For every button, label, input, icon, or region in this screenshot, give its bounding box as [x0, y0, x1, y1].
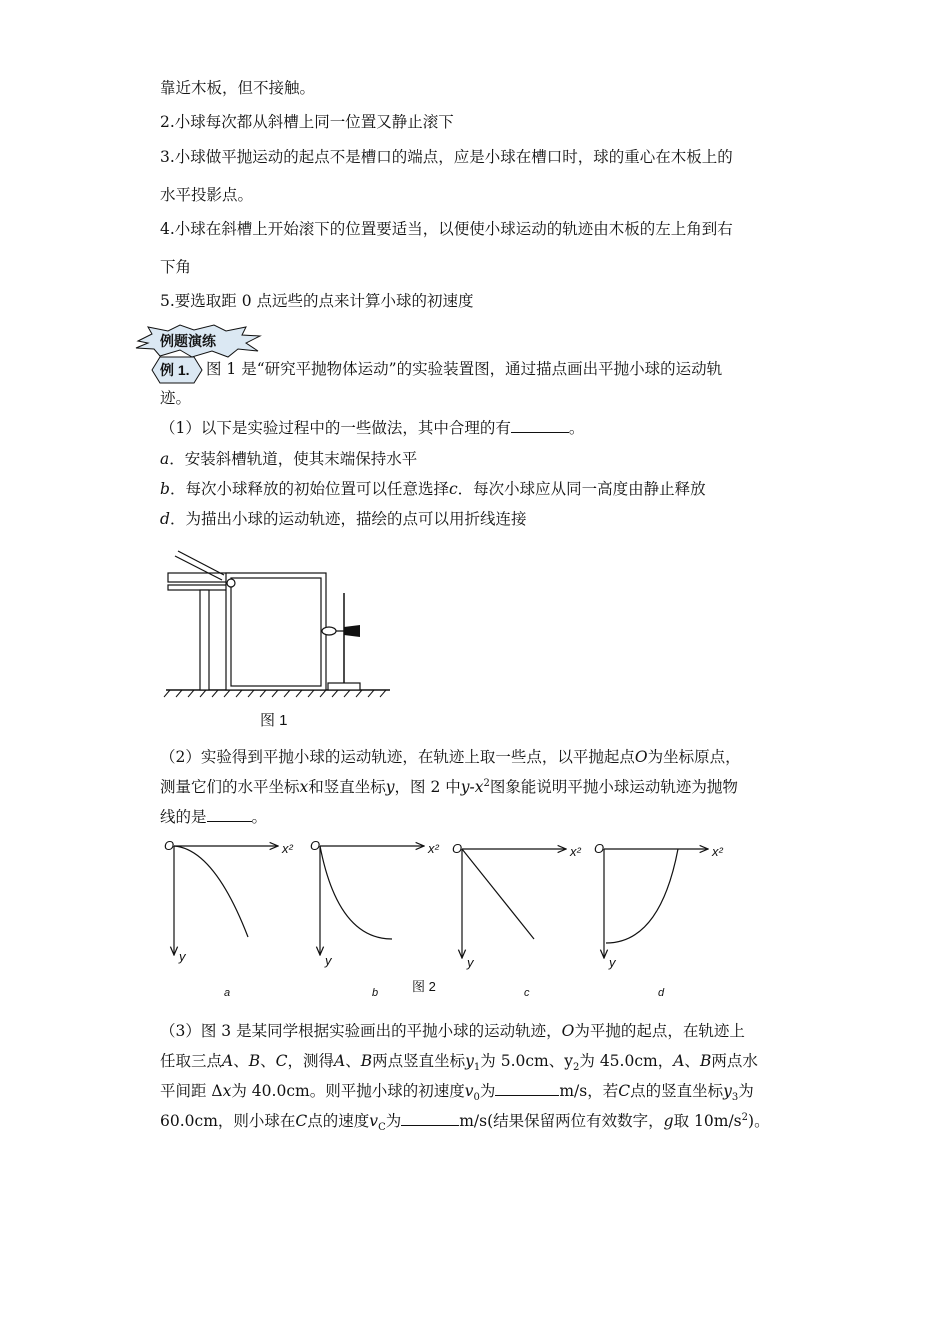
q2-x: x [299, 778, 309, 796]
option-c-letter: c [448, 480, 458, 498]
q3-sub2: 2 [573, 1062, 580, 1074]
q3-v0-blank [495, 1081, 559, 1096]
q3-l4-d: m/s(结果保留两位有效数字， [459, 1112, 664, 1130]
q3-l4-b: 点的速度 [307, 1112, 370, 1130]
option-c-text: ．每次小球应从同一高度由静止释放 [457, 480, 706, 498]
q3-sub0: 0 [473, 1092, 480, 1104]
graph-d-label: d [658, 987, 665, 999]
q3-B2: B [360, 1052, 373, 1070]
q2-line-2 [160, 777, 738, 797]
q2-line-1 [160, 747, 741, 767]
q3-subC: C [378, 1122, 386, 1134]
q2-line-2-end: 图象能说明平抛小球运动轨迹为抛物 [489, 778, 738, 796]
q1-stem [160, 418, 584, 438]
q3-sep3: 、 [345, 1052, 361, 1070]
q3-vC: v [369, 1112, 379, 1130]
graph-b-origin: O [310, 838, 321, 853]
graph-a-label: a [224, 987, 231, 999]
q3-l1-text: （3）图 3 是某同学根据实验画出的平抛小球的运动轨迹， [160, 1022, 562, 1040]
q3-line-4 [160, 1111, 770, 1134]
q3-l2-f: 两点水 [711, 1052, 758, 1070]
note-4b: 下角 [160, 258, 192, 276]
note-4a: 4.小球在斜槽上开始滚下的位置要适当，以便使小球运动的轨迹由木板的左上角到右 [160, 220, 733, 238]
curve-d [606, 849, 678, 943]
q3-l2-b: ，测得 [287, 1052, 335, 1070]
q3-l2-d: 为 5.0cm、y [480, 1052, 574, 1070]
curve-b [320, 846, 392, 939]
q3-line-1 [160, 1021, 745, 1041]
q3-C: C [275, 1052, 288, 1070]
q2-y: y [385, 778, 395, 796]
q2-line-3-text: 线的是 [160, 808, 207, 826]
q3-l4-sup: 2 [741, 1111, 749, 1123]
option-d-text: ．为描出小球的运动轨迹，描绘的点可以用折线连接 [169, 510, 527, 528]
graph-b-yaxis: y [325, 953, 332, 968]
option-b-letter: b [160, 480, 170, 498]
q3-sep2: 、 [260, 1052, 276, 1070]
q3-v0: v [464, 1082, 474, 1100]
section-banner-label: 例题演练 [160, 333, 216, 349]
q3-l1-end: 为平抛的起点，在轨迹上 [574, 1022, 745, 1040]
q1-answer-blank [511, 418, 569, 433]
q2-line-1-end: 为坐标原点， [647, 748, 741, 766]
q3-l2-c: 两点竖直坐标 [372, 1052, 466, 1070]
q3-x: x [222, 1082, 232, 1100]
q3-sep1: 、 [233, 1052, 249, 1070]
graph-a-yaxis: y [179, 949, 186, 964]
q2-mid1: 和竖直坐标 [308, 778, 386, 796]
q3-C3: C [295, 1112, 308, 1130]
q1-option-bc [160, 479, 706, 499]
option-b-text: ．每次小球释放的初始位置可以任意选择 [169, 480, 449, 498]
q3-l4-e: 取 10m/s [673, 1112, 742, 1130]
graph-c-label: c [524, 987, 530, 999]
q2-line-1-text: （2）实验得到平抛小球的运动轨迹，在轨迹上取一些点，以平抛起点 [160, 748, 635, 766]
q3-O: O [561, 1022, 575, 1040]
option-a-letter: a [160, 450, 170, 468]
note-3a: 3.小球做平抛运动的起点不是槽口的端点，应是小球在槽口时，球的重心在木板上的 [160, 148, 733, 166]
q2-line-2-text: 测量它们的水平坐标 [160, 778, 300, 796]
q3-y1: y [465, 1052, 474, 1070]
graph-c-xaxis: x² [570, 844, 581, 859]
figure-2-caption: 图 2 [412, 979, 436, 994]
q3-l3-b: 为 40.0cm。则平抛小球的初速度 [231, 1082, 465, 1100]
example-intro-a: 图 1 是“研究平抛物体运动”的实验装置图，通过描点画出平抛小球的运动轨 [206, 360, 723, 378]
graph-d-yaxis: y [609, 955, 616, 970]
note-5: 5.要选取距 0 点远些的点来计算小球的初速度 [160, 292, 474, 310]
q2-mid2: ，图 2 中 [394, 778, 461, 796]
example-badge [150, 355, 204, 385]
q3-l3-d: m/s，若 [559, 1082, 619, 1100]
q1-option-a [160, 449, 417, 469]
q3-vc-blank [401, 1111, 459, 1126]
note-3b: 水平投影点。 [160, 186, 254, 204]
graph-c-origin: O [452, 841, 463, 856]
q3-line-3 [160, 1081, 754, 1104]
figure-1-caption: 图 1 [260, 712, 288, 729]
note-2: 2.小球每次都从斜槽上同一位置又静止滚下 [160, 113, 454, 131]
q3-A: A [222, 1052, 234, 1070]
q2-sup: 2 [483, 777, 490, 789]
graph-d-origin: O [594, 841, 605, 856]
q3-l3-a: 平间距 Δ [160, 1082, 223, 1100]
q3-l3-c: 为 [479, 1082, 496, 1100]
q3-A2: A [334, 1052, 346, 1070]
q1-option-d [160, 509, 526, 529]
q1-stem-end: 。 [568, 419, 585, 437]
curve-c [462, 849, 534, 939]
graph-c-yaxis: y [467, 955, 474, 970]
q3-line-2 [160, 1051, 758, 1074]
q3-g: g [663, 1112, 674, 1130]
q3-C2: C [618, 1082, 631, 1100]
q2-origin-O: O [634, 748, 648, 766]
graph-b-label: b [372, 987, 379, 999]
q3-l3-e: 点的竖直坐标 [630, 1082, 724, 1100]
q3-sep4: 、 [684, 1052, 700, 1070]
q2-line-3 [160, 807, 267, 827]
q3-l2-a: 任取三点 [160, 1052, 223, 1070]
section-banner [134, 324, 264, 358]
figure-1-apparatus [160, 545, 400, 735]
q2-line-3-end: 。 [251, 808, 268, 826]
graph-b-xaxis: x² [428, 841, 439, 856]
q1-stem-text: （1）以下是实验过程中的一些做法，其中合理的有 [160, 419, 511, 437]
q3-A3: A [673, 1052, 685, 1070]
figure-2-graphs [160, 835, 740, 1005]
curve-a [174, 846, 248, 937]
option-d-letter: d [160, 510, 170, 528]
q2-answer-blank [207, 807, 252, 822]
q3-sub3: 3 [731, 1092, 739, 1104]
q3-l3-f: 为 [738, 1082, 754, 1100]
q3-l4-f: )。 [748, 1112, 770, 1130]
note-line-1: 靠近木板，但不接触。 [160, 79, 316, 97]
q3-y3: y [723, 1082, 732, 1100]
graph-a-xaxis: x² [282, 841, 293, 856]
q3-B: B [248, 1052, 261, 1070]
example-intro-b: 迹。 [160, 389, 192, 407]
q2-yx: y-x [460, 778, 484, 796]
option-a-text: ．安装斜槽轨道，使其末端保持水平 [169, 450, 418, 468]
q3-l2-e: 为 45.0cm， [579, 1052, 674, 1070]
q3-l4-a: 60.0cm，则小球在 [160, 1112, 296, 1130]
example-badge-label: 例 1. [160, 362, 190, 378]
q3-l4-c: 为 [385, 1112, 402, 1130]
q3-sub1: 1 [473, 1062, 481, 1074]
graph-d-xaxis: x² [712, 844, 723, 859]
graph-a-origin: O [164, 838, 175, 853]
q3-B3: B [699, 1052, 712, 1070]
